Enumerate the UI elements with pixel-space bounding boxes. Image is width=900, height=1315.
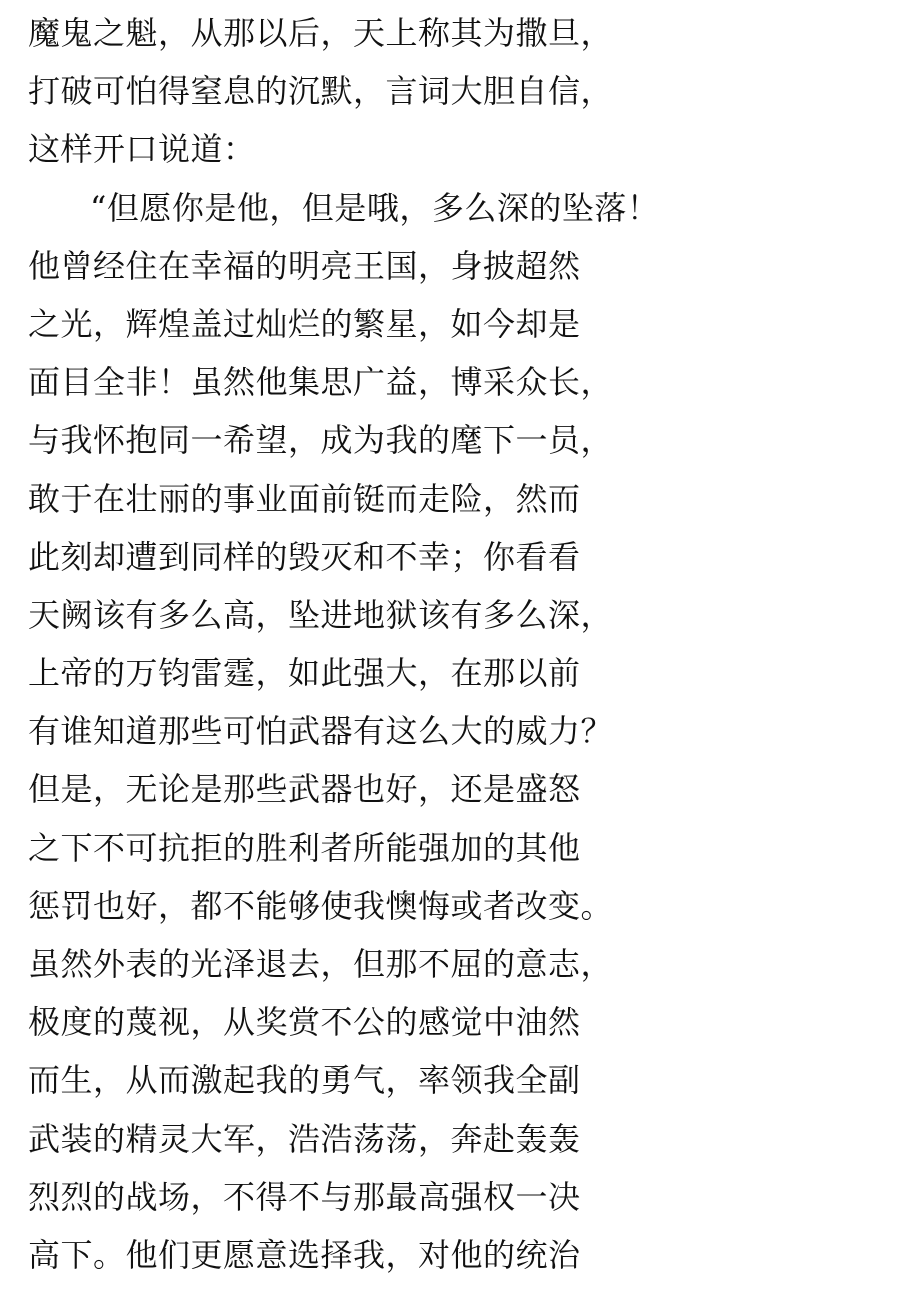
text-line: 有谁知道那些可怕武器有这么大的威力？	[28, 712, 614, 751]
text-line: 虽然外表的光泽退去，但那不屈的意志，	[28, 945, 614, 983]
text-line: 上帝的万钧雷霆，如此强大，在那以前	[28, 654, 581, 693]
text-line: 烈烈的战场，不得不与那最高强权一决	[28, 1177, 581, 1216]
text-line: 这样开口说道：	[28, 130, 256, 169]
poem-text-block	[28, 4, 888, 1284]
text-line: 武装的精灵大军，浩浩荡荡，奔赴轰轰	[28, 1119, 581, 1158]
text-line: 此刻却遭到同样的毁灭和不幸；你看看	[28, 537, 581, 576]
text-line: 之光，辉煌盖过灿烂的繁星，如今却是	[28, 304, 581, 343]
text-line: 极度的蔑视，从奖赏不公的感觉中油然	[28, 1003, 581, 1042]
text-line: 敢于在壮丽的事业面前铤而走险，然而	[28, 479, 581, 518]
text-line: 惩罚也好，都不能够使我懊悔或者改变。	[28, 886, 614, 925]
text-line: 他曾经住在幸福的明亮王国，身披超然	[28, 246, 581, 285]
text-line: 打破可怕得窒息的沉默，言词大胆自信，	[28, 72, 614, 111]
text-line: 魔鬼之魁，从那以后，天上称其为撒旦，	[28, 14, 614, 52]
text-line: 而生，从而激起我的勇气，率领我全副	[28, 1061, 581, 1100]
text-line-indented: “但愿你是他，但是哦，多么深的坠落！	[90, 188, 660, 227]
text-line: 天阙该有多么高，坠进地狱该有多么深，	[28, 595, 614, 634]
text-line: 与我怀抱同一希望，成为我的麾下一员，	[28, 421, 614, 460]
text-line: 面目全非！虽然他集思广益，博采众长，	[28, 363, 614, 402]
text-line: 高下。他们更愿意选择我，对他的统治	[28, 1235, 581, 1274]
text-line: 之下不可抗拒的胜利者所能强加的其他	[28, 828, 581, 867]
text-line: 但是，无论是那些武器也好，还是盛怒	[28, 770, 581, 809]
